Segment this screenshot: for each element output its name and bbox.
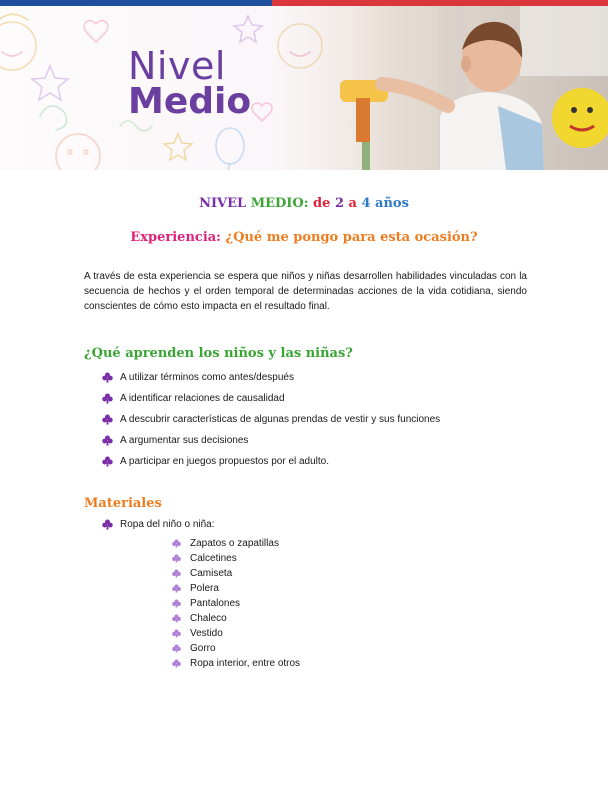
child-photo (320, 6, 608, 170)
clothing-item-text: Pantalones (190, 598, 241, 609)
clothing-item-text: Ropa interior, entre otros (190, 658, 301, 669)
learning-item-text: A utilizar términos como antes/después (120, 372, 294, 383)
materials-list (102, 517, 215, 532)
learning-list (102, 367, 440, 472)
clothing-item-text: Calcetines (190, 553, 237, 564)
clothing-item-text: Vestido (190, 628, 223, 639)
list-item (172, 566, 300, 581)
experience-name: ¿Qué me pongo para esta ocasión? (225, 230, 478, 245)
experience-label: Experiencia: (130, 230, 221, 245)
club-bullet-icon (102, 519, 113, 530)
learning-item-text: A identificar relaciones de causalidad (120, 393, 285, 404)
list-item (102, 388, 440, 409)
title-a: a (348, 196, 357, 211)
club-bullet-icon (102, 393, 113, 404)
intro-paragraph: A través de esta experiencia se espera que niños y niñas desarrollen habilidades vinculadas con la secuencia de hechos y el orden temporal de determinadas acciones de la vida cotidiana, siendo conscientes de cómo esto impacta en el resultado final. (84, 271, 527, 312)
club-bullet-icon (172, 554, 181, 563)
logo-nivel: Nivel (128, 44, 226, 88)
title-age-to: 4 años (361, 196, 409, 211)
list-item (172, 536, 300, 551)
list-item (102, 430, 440, 451)
club-bullet-icon (172, 584, 181, 593)
club-bullet-icon (172, 614, 181, 623)
club-bullet-icon (172, 644, 181, 653)
title-age-from: 2 (334, 196, 344, 211)
club-bullet-icon (172, 629, 181, 638)
list-item (172, 611, 300, 626)
club-bullet-icon (172, 599, 181, 608)
list-item (102, 517, 215, 532)
club-bullet-icon (172, 569, 181, 578)
header-banner (0, 6, 608, 170)
club-bullet-icon (172, 539, 181, 548)
clothing-item-text: Polera (190, 583, 219, 594)
list-item (172, 581, 300, 596)
list-item (172, 626, 300, 641)
clothing-sublist (172, 536, 300, 671)
list-item (172, 551, 300, 566)
title-nivel: NIVEL (199, 196, 247, 211)
logo-medio: Medio (128, 81, 252, 122)
clothing-item-text: Gorro (190, 643, 216, 654)
club-bullet-icon (102, 456, 113, 467)
club-bullet-icon (102, 372, 113, 383)
experience-title (0, 230, 608, 245)
clothing-item-text: Camiseta (190, 568, 233, 579)
list-item (172, 641, 300, 656)
list-item (172, 596, 300, 611)
learning-heading: ¿Qué aprenden los niños y las niñas? (84, 346, 353, 361)
clothing-item-text: Zapatos o zapatillas (190, 538, 279, 549)
learning-item-text: A descubrir características de algunas prendas de vestir y sus funciones (120, 414, 441, 425)
materials-heading: Materiales (84, 496, 162, 511)
learning-item-text: A argumentar sus decisiones (120, 435, 249, 446)
list-item (172, 656, 300, 671)
list-item (102, 367, 440, 388)
learning-item-text: A participar en juegos propuestos por el adulto. (120, 456, 330, 467)
club-bullet-icon (172, 659, 181, 668)
list-item (102, 409, 440, 430)
title-medio: MEDIO: (250, 196, 309, 211)
clothing-item-text: Chaleco (190, 613, 227, 624)
list-item (102, 451, 440, 472)
club-bullet-icon (102, 435, 113, 446)
title-de: de (313, 196, 331, 211)
level-title (0, 196, 608, 211)
materials-main-item: Ropa del niño o niña: (120, 519, 215, 530)
club-bullet-icon (102, 414, 113, 425)
